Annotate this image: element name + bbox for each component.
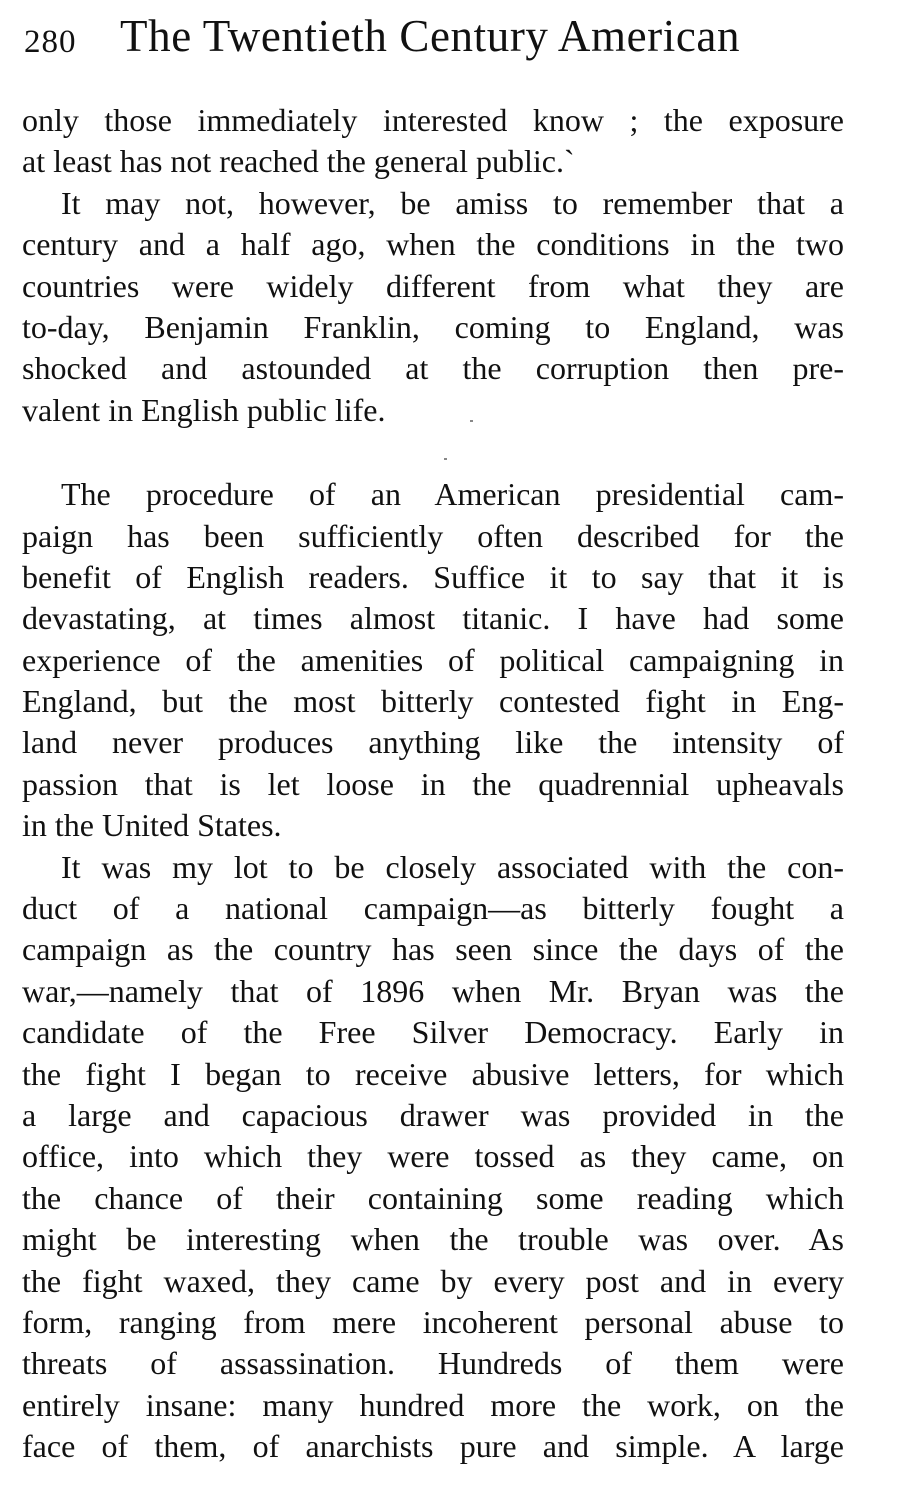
text-line: England, but the most bitterly contested fight in Eng- xyxy=(22,683,844,720)
text-line: The procedure of an American presidential cam- xyxy=(61,476,844,513)
text-line: benefit of English readers. Suffice it to say that it is xyxy=(22,558,844,595)
text-line: entirely insane: many hundred more the work, on the xyxy=(22,1386,844,1423)
scan-speck xyxy=(470,420,473,422)
running-title: The Twentieth Century American xyxy=(120,11,741,61)
text-line: campaign as the country has seen since the days of the xyxy=(22,931,844,968)
text-line: to-day, Benjamin Franklin, coming to England, was xyxy=(22,308,844,345)
text-line: in the United States. xyxy=(22,807,282,844)
text-line: paign has been sufficiently often described for the xyxy=(22,517,844,554)
text-line: It may not, however, be amiss to remember that a xyxy=(61,184,844,221)
section-break xyxy=(22,431,844,474)
text-line: the fight waxed, they came by every post and in every xyxy=(22,1262,844,1299)
text-line: office, into which they were tossed as they came, on xyxy=(22,1138,844,1175)
text-line: shocked and astounded at the corruption then pre- xyxy=(22,350,844,387)
text-line: duct of a national campaign—as bitterly fought a xyxy=(22,890,844,927)
text-block-upper xyxy=(22,100,844,431)
text-line: form, ranging from mere incoherent personal abuse to xyxy=(22,1303,844,1340)
text-line: face of them, of anarchists pure and simple. A large xyxy=(22,1428,844,1465)
text-line: devastating, at times almost titanic. I have had some xyxy=(22,600,844,637)
page-number: 280 xyxy=(24,24,77,60)
text-line: It was my lot to be closely associated with the con- xyxy=(61,848,844,885)
page-header xyxy=(24,10,884,70)
text-line: might be interesting when the trouble was over. As xyxy=(22,1221,844,1258)
text-block-lower xyxy=(22,474,844,1467)
text-line: land never produces anything like the intensity of xyxy=(22,724,844,761)
text-line: passion that is let loose in the quadrennial upheavals xyxy=(22,765,844,802)
text-line: countries were widely different from what they are xyxy=(22,267,844,304)
text-line: the chance of their containing some reading which xyxy=(22,1179,844,1216)
body-text xyxy=(22,100,844,1468)
text-line: threats of assassination. Hundreds of them were xyxy=(22,1345,844,1382)
scan-speck xyxy=(444,458,447,460)
text-line: war,—namely that of 1896 when Mr. Bryan was the xyxy=(22,972,844,1009)
text-line: century and a half ago, when the conditions in the two xyxy=(22,226,844,263)
text-line: valent in English public life. xyxy=(22,391,386,428)
text-line: a large and capacious drawer was provided in the xyxy=(22,1096,844,1133)
text-line: only those immediately interested know ; the exposure xyxy=(22,102,844,138)
text-line: at least has not reached the general public.` xyxy=(22,143,575,180)
text-line: the fight I began to receive abusive letters, for which xyxy=(22,1055,844,1092)
text-line: experience of the amenities of political campaigning in xyxy=(22,641,844,678)
text-line: candidate of the Free Silver Democracy. Early in xyxy=(22,1014,844,1051)
